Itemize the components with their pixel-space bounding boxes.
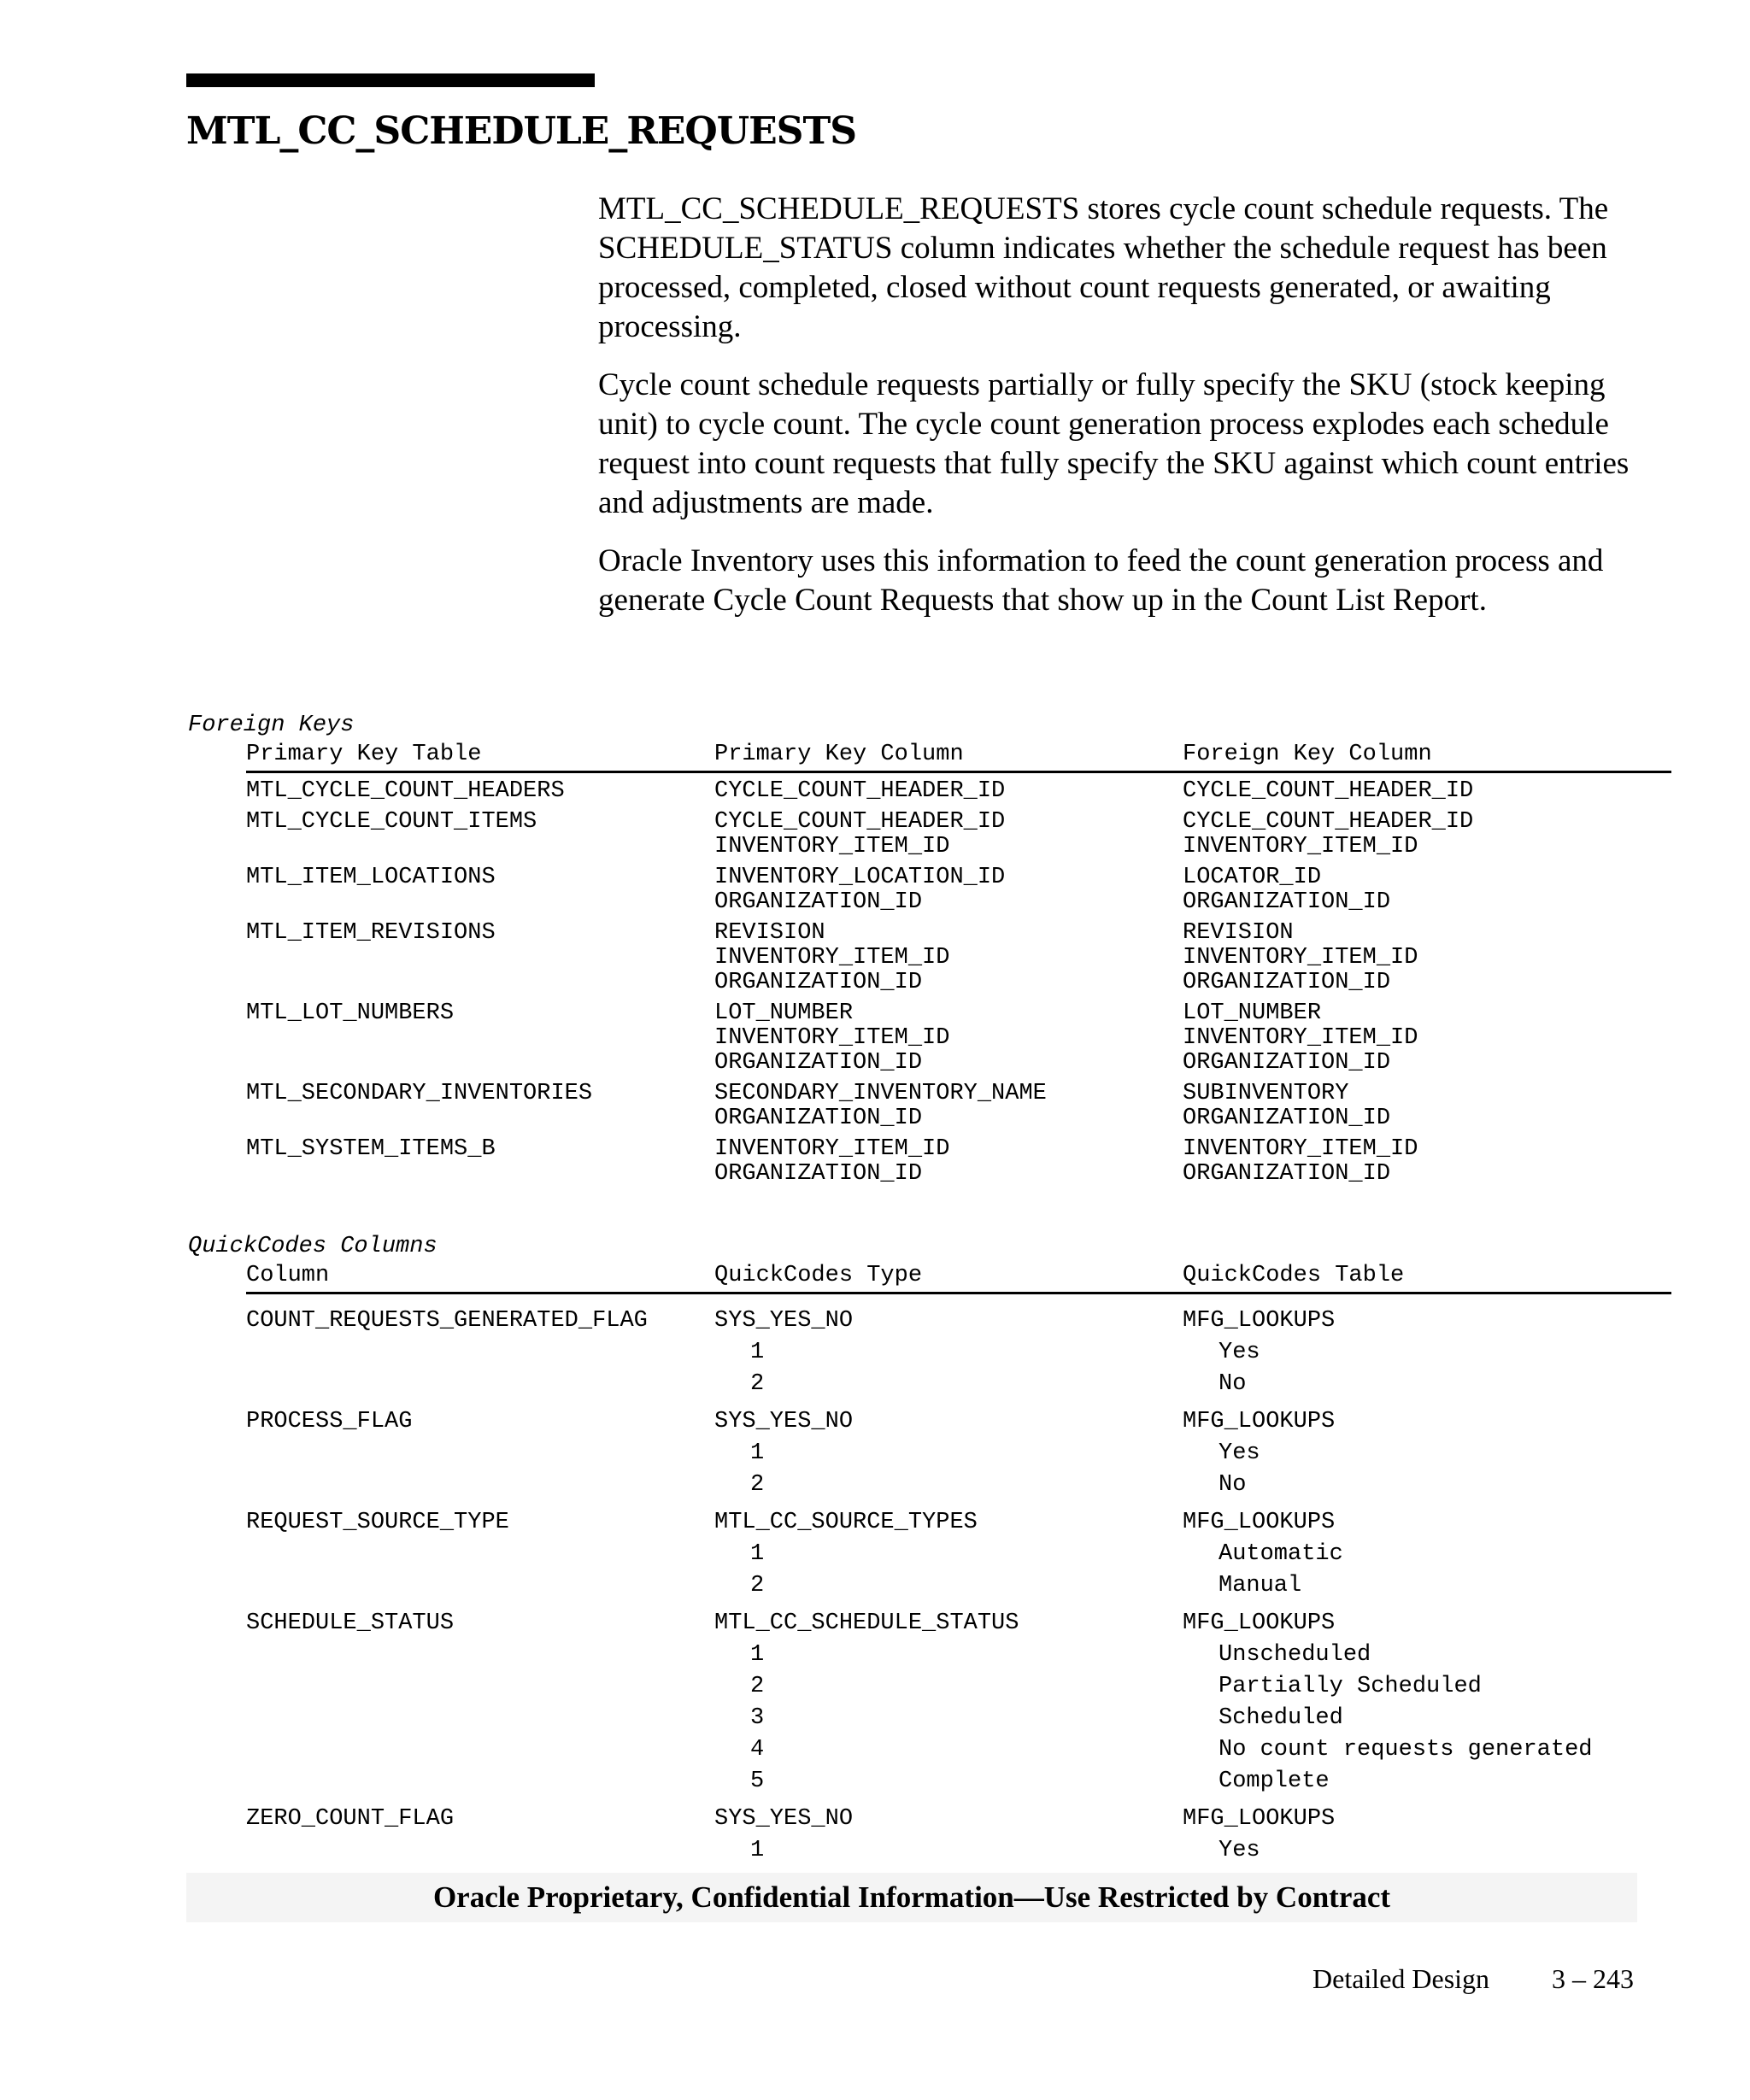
primary-key-column: ORGANIZATION_ID — [714, 1161, 923, 1187]
primary-key-table: MTL_SECONDARY_INVENTORIES — [246, 1081, 593, 1106]
table-row — [246, 1137, 1671, 1187]
primary-key-column: CYCLE_COUNT_HEADER_ID — [714, 778, 1006, 804]
qc-meaning: Yes — [1219, 1838, 1260, 1863]
foreign-key-column: ORGANIZATION_ID — [1183, 889, 1391, 915]
qc-column-cell — [246, 1608, 454, 1640]
qc-table: MFG_LOOKUPS — [1183, 1510, 1336, 1535]
foreign-key-column: LOT_NUMBER — [1183, 1000, 1322, 1026]
qc-meaning: Yes — [1219, 1340, 1260, 1365]
header-column: Column — [246, 1263, 330, 1288]
foreign-key-column: CYCLE_COUNT_HEADER_ID — [1183, 809, 1474, 835]
primary-key-column: INVENTORY_ITEM_ID — [714, 834, 950, 859]
qc-meaning: Automatic — [1219, 1541, 1343, 1567]
primary-key-column: INVENTORY_ITEM_ID — [714, 1025, 950, 1051]
primary-key-table: MTL_CYCLE_COUNT_HEADERS — [246, 778, 565, 804]
primary-key-column: INVENTORY_ITEM_ID — [714, 1136, 950, 1162]
qc-type: SYS_YES_NO — [714, 1806, 854, 1832]
qc-table-cell — [1183, 1406, 1335, 1501]
qc-column-cell — [246, 1507, 509, 1539]
qc-table-cell — [1183, 1305, 1335, 1400]
foreign-keys-heading: Foreign Keys — [188, 713, 355, 738]
primary-key-column: ORGANIZATION_ID — [714, 970, 923, 995]
primary-key-column: ORGANIZATION_ID — [714, 1106, 923, 1131]
qc-type-cell — [714, 1305, 853, 1400]
fk-table-name — [246, 921, 496, 946]
header-quickcodes-type: QuickCodes Type — [714, 1263, 923, 1288]
qc-table-cell — [1183, 1804, 1335, 1867]
qc-type: SYS_YES_NO — [714, 1409, 854, 1434]
quickcodes-heading: QuickCodes Columns — [188, 1234, 438, 1259]
qc-code: 1 — [750, 1642, 765, 1668]
qc-code: 2 — [750, 1472, 765, 1498]
table-row — [246, 1305, 1671, 1400]
qc-meaning: No — [1219, 1371, 1247, 1397]
quickcodes-header — [246, 1261, 1671, 1294]
foreign-key-column: ORGANIZATION_ID — [1183, 1161, 1391, 1187]
header-primary-key-column: Primary Key Column — [714, 742, 964, 767]
fk-table-name — [246, 779, 565, 804]
fk-foreign-key-columns — [1183, 865, 1390, 915]
qc-code: 5 — [750, 1769, 765, 1794]
table-row — [246, 865, 1671, 915]
fk-primary-key-columns — [714, 810, 1005, 859]
qc-table: MFG_LOOKUPS — [1183, 1806, 1336, 1832]
primary-key-table: MTL_ITEM_LOCATIONS — [246, 865, 496, 890]
qc-type-cell — [714, 1406, 853, 1501]
qc-meaning: Partially Scheduled — [1219, 1674, 1482, 1699]
primary-key-column: CYCLE_COUNT_HEADER_ID — [714, 809, 1006, 835]
fk-table-name — [246, 1001, 454, 1026]
header-foreign-key-column: Foreign Key Column — [1183, 742, 1432, 767]
fk-primary-key-columns — [714, 1001, 949, 1076]
primary-key-column: INVENTORY_LOCATION_ID — [714, 865, 1006, 890]
primary-key-table: MTL_CYCLE_COUNT_ITEMS — [246, 809, 537, 835]
foreign-key-column: CYCLE_COUNT_HEADER_ID — [1183, 778, 1474, 804]
qc-meaning: Scheduled — [1219, 1705, 1343, 1731]
fk-primary-key-columns — [714, 1082, 1047, 1131]
foreign-key-column: INVENTORY_ITEM_ID — [1183, 834, 1418, 859]
qc-meaning: Complete — [1219, 1769, 1330, 1794]
qc-column-name: REQUEST_SOURCE_TYPE — [246, 1510, 509, 1535]
qc-code: 1 — [750, 1440, 765, 1466]
header-primary-key-table: Primary Key Table — [246, 742, 482, 767]
proprietary-notice: Oracle Proprietary, Confidential Information––Use Restricted by Contract — [186, 1873, 1637, 1922]
fk-table-name — [246, 1137, 496, 1162]
qc-table-cell — [1183, 1608, 1592, 1798]
foreign-key-column: LOCATOR_ID — [1183, 865, 1322, 890]
qc-meaning: Unscheduled — [1219, 1642, 1371, 1668]
intro-paragraph: MTL_CC_SCHEDULE_REQUESTS stores cycle count schedule requests. The SCHEDULE_STATUS column indicates whether the schedule request has been processed, completed, closed without count requests generated, or awaiting processing. — [598, 191, 1609, 344]
primary-key-table: MTL_SYSTEM_ITEMS_B — [246, 1136, 496, 1162]
primary-key-column: ORGANIZATION_ID — [714, 1050, 923, 1076]
qc-column-cell — [246, 1804, 454, 1835]
fk-table-name — [246, 1082, 592, 1106]
table-row — [246, 779, 1671, 804]
fk-primary-key-columns — [714, 1137, 949, 1187]
qc-column-name: COUNT_REQUESTS_GENERATED_FLAG — [246, 1308, 648, 1334]
title-rule — [186, 73, 595, 87]
foreign-key-column: ORGANIZATION_ID — [1183, 970, 1391, 995]
qc-table: MFG_LOOKUPS — [1183, 1409, 1336, 1434]
page-title: MTL_CC_SCHEDULE_REQUESTS — [186, 109, 856, 153]
qc-table: MFG_LOOKUPS — [1183, 1610, 1336, 1636]
qc-type: SYS_YES_NO — [714, 1308, 854, 1334]
table-row — [246, 810, 1671, 859]
primary-key-column: ORGANIZATION_ID — [714, 889, 923, 915]
qc-code: 1 — [750, 1838, 765, 1863]
foreign-key-column: INVENTORY_ITEM_ID — [1183, 1025, 1418, 1051]
primary-key-column: REVISION — [714, 920, 825, 946]
fk-table-name — [246, 865, 496, 890]
qc-code: 4 — [750, 1737, 765, 1763]
intro-paragraph: Cycle count schedule requests partially or fully specify the SKU (stock keeping unit) to cycle count. The cycle count generation process explodes each schedule request into count requests that fully specify the SKU against which count entries and adjustments are made. — [598, 367, 1630, 520]
qc-code: 1 — [750, 1340, 765, 1365]
fk-foreign-key-columns — [1183, 779, 1473, 804]
fk-foreign-key-columns — [1183, 1082, 1390, 1131]
fk-foreign-key-columns — [1183, 921, 1418, 995]
table-row — [246, 1507, 1671, 1602]
page-number: 3 – 243 — [1552, 1963, 1634, 1994]
qc-column-cell — [246, 1305, 648, 1337]
qc-meaning: Yes — [1219, 1440, 1260, 1466]
qc-meaning: Manual — [1219, 1573, 1302, 1598]
table-row — [246, 1082, 1671, 1131]
foreign-key-column: SUBINVENTORY — [1183, 1081, 1349, 1106]
table-row — [246, 1804, 1671, 1867]
foreign-key-column: ORGANIZATION_ID — [1183, 1106, 1391, 1131]
foreign-key-column: INVENTORY_ITEM_ID — [1183, 945, 1418, 971]
table-row — [246, 1001, 1671, 1076]
primary-key-column: SECONDARY_INVENTORY_NAME — [714, 1081, 1047, 1106]
foreign-key-column: ORGANIZATION_ID — [1183, 1050, 1391, 1076]
primary-key-column: INVENTORY_ITEM_ID — [714, 945, 950, 971]
qc-code: 3 — [750, 1705, 765, 1731]
qc-table: MFG_LOOKUPS — [1183, 1308, 1336, 1334]
qc-type-cell — [714, 1608, 1019, 1798]
qc-type: MTL_CC_SCHEDULE_STATUS — [714, 1610, 1019, 1636]
qc-type-cell — [714, 1507, 978, 1602]
qc-column-name: SCHEDULE_STATUS — [246, 1610, 455, 1636]
foreign-key-column: REVISION — [1183, 920, 1294, 946]
qc-column-name: ZERO_COUNT_FLAG — [246, 1806, 455, 1832]
qc-column-name: PROCESS_FLAG — [246, 1409, 413, 1434]
intro-text — [598, 190, 1641, 639]
qc-meaning: No — [1219, 1472, 1247, 1498]
qc-table-cell — [1183, 1507, 1343, 1602]
qc-code: 1 — [750, 1541, 765, 1567]
footer-section: Detailed Design — [1312, 1963, 1490, 1994]
fk-table-name — [246, 810, 537, 835]
fk-primary-key-columns — [714, 865, 1005, 915]
primary-key-column: LOT_NUMBER — [714, 1000, 854, 1026]
qc-meaning: No count requests generated — [1219, 1737, 1593, 1763]
table-row — [246, 1406, 1671, 1501]
qc-type: MTL_CC_SOURCE_TYPES — [714, 1510, 978, 1535]
qc-type-cell — [714, 1804, 853, 1867]
table-row — [246, 921, 1671, 995]
intro-paragraph: Oracle Inventory uses this information to feed the count generation process and generate Cycle Count Requests that show up in the Count List Report. — [598, 543, 1604, 618]
primary-key-table: MTL_LOT_NUMBERS — [246, 1000, 455, 1026]
primary-key-table: MTL_ITEM_REVISIONS — [246, 920, 496, 946]
fk-foreign-key-columns — [1183, 810, 1473, 859]
foreign-key-column: INVENTORY_ITEM_ID — [1183, 1136, 1418, 1162]
fk-primary-key-columns — [714, 921, 949, 995]
qc-code: 2 — [750, 1674, 765, 1699]
table-row — [246, 1608, 1671, 1798]
fk-foreign-key-columns — [1183, 1001, 1418, 1076]
fk-primary-key-columns — [714, 779, 1005, 804]
fk-foreign-key-columns — [1183, 1137, 1418, 1187]
qc-code: 2 — [750, 1573, 765, 1598]
header-quickcodes-table: QuickCodes Table — [1183, 1263, 1405, 1288]
qc-column-cell — [246, 1406, 412, 1438]
foreign-keys-header — [246, 740, 1671, 773]
qc-code: 2 — [750, 1371, 765, 1397]
